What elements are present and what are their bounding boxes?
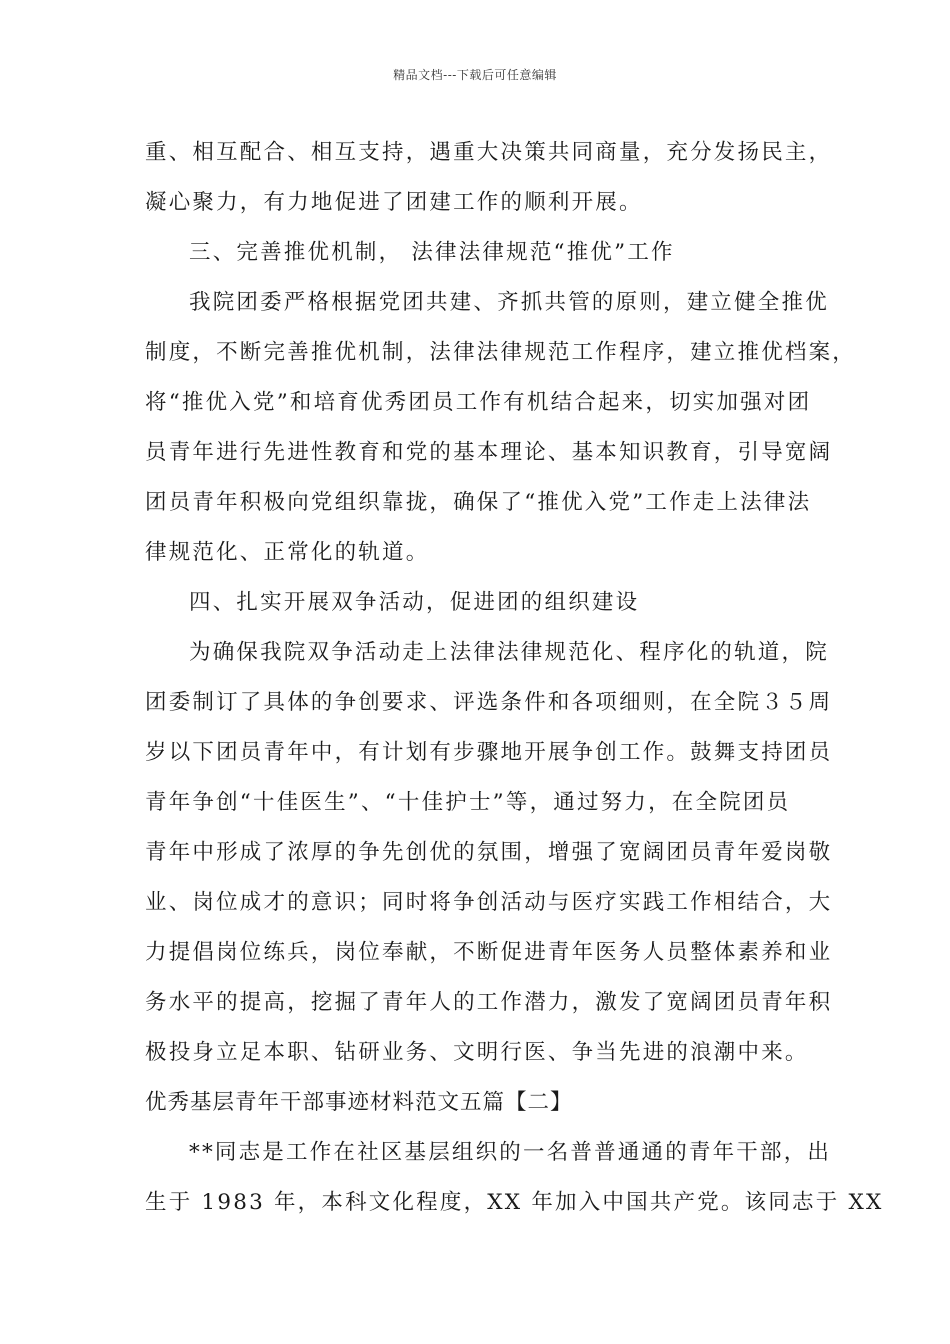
text-line: 制度，不断完善推优机制，法律法律规范工作程序，建立推优档案， [145, 340, 857, 365]
article-title: 优秀基层青年干部事迹材料范文五篇【二】 [145, 1090, 573, 1115]
text-line: 重、相互配合、相互支持，遇重大决策共同商量，充分发扬民主， [145, 140, 833, 165]
section-heading-4: 四、扎实开展双争活动，促进团的组织建设 [189, 590, 640, 615]
text-line: 极投身立足本职、钻研业务、文明行医、争当先进的浪潮中来。 [145, 1040, 809, 1065]
paragraph-profile [145, 1128, 884, 1228]
text-line: 我院团委严格根据党团共建、齐抓共管的原则，建立健全推优 [189, 290, 829, 315]
text-line: 力提倡岗位练兵，岗位奉献，不断促进青年医务人员整体素养和业 [145, 940, 833, 965]
text-line: 务水平的提高，挖掘了青年人的工作潜力，激发了宽阔团员青年积 [145, 990, 833, 1015]
text-line: 员青年进行先进性教育和党的基本理论、基本知识教育，引导宽阔 [145, 440, 833, 465]
document-body [145, 128, 884, 1228]
text-line: 生于 1983 年，本科文化程度，XX 年加入中国共产党。该同志于 XX [145, 1190, 884, 1215]
text-line: 业、岗位成才的意识；同时将争创活动与医疗实践工作相结合，大 [145, 890, 833, 915]
paragraph-competition [145, 628, 833, 1078]
section-heading-3: 三、完善推优机制， 法律法律规范“推优”工作 [189, 240, 675, 265]
text-line: 将“推优入党”和培育优秀团员工作有机结合起来，切实加强对团 [145, 390, 812, 415]
text-line: 青年争创“十佳医生”、“十佳护士”等，通过努力，在全院团员 [145, 790, 791, 815]
text-line: 青年中形成了浓厚的争先创优的氛围，增强了宽阔团员青年爱岗敬 [145, 840, 833, 865]
text-line: **同志是工作在社区基层组织的一名普普通通的青年干部，出 [189, 1140, 832, 1165]
paragraph-recommendation [145, 278, 857, 578]
text-line: 凝心聚力，有力地促进了团建工作的顺利开展。 [145, 190, 643, 215]
text-line: 团员青年积极向党组织靠拢，确保了“推优入党”工作走上法律法 [145, 490, 812, 515]
paragraph-continuation [145, 128, 833, 228]
text-line: 为确保我院双争活动走上法律法律规范化、程序化的轨道，院 [189, 640, 829, 665]
text-line: 律规范化、正常化的轨道。 [145, 540, 430, 565]
text-line: 团委制订了具体的争创要求、评选条件和各项细则，在全院３５周 [145, 690, 833, 715]
text-line: 岁以下团员青年中，有计划有步骤地开展争创工作。鼓舞支持团员 [145, 740, 833, 765]
page-header-note: 精品文档---下载后可任意编辑 [393, 68, 557, 82]
